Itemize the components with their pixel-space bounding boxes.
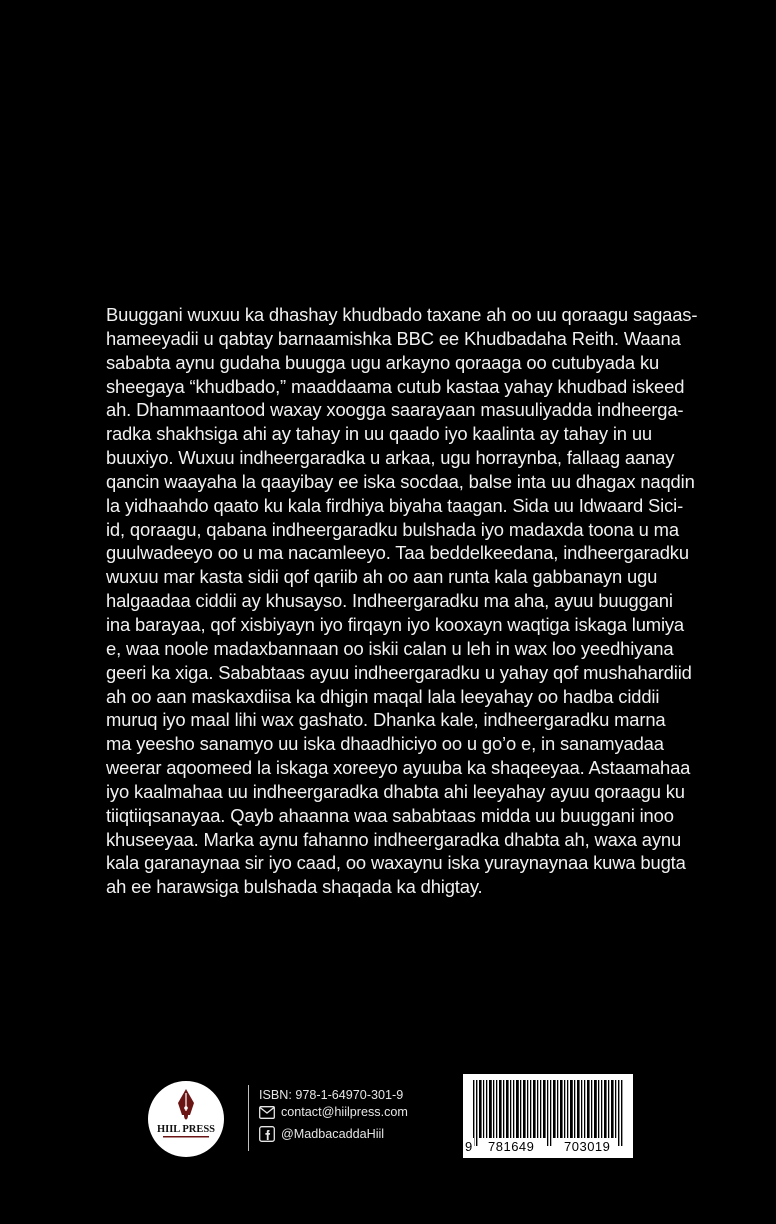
barcode-digit-group: 703019: [564, 1139, 611, 1154]
social-handle-link[interactable]: @MadbacaddaHiil: [281, 1127, 385, 1141]
barcode-bars: [473, 1080, 622, 1146]
barcode-digit-group: 781649: [488, 1139, 535, 1154]
blurb-line: sheegaya “khudbado,” maaddaama cutub kastaa yahay khudbad iskeed: [106, 375, 685, 397]
blurb-line: buuxiyo. Wuxuu indheergaradka u arkaa, ugu horraynba, fallaag aanay: [106, 447, 675, 469]
blurb-line: qancin waayaha la qaayibay ee iska socdaa, balse inta uu dhagax naqdin: [106, 470, 695, 492]
publisher-logo: [148, 1081, 224, 1157]
blurb-line: la yidhaahdo qaato ku kala firdhiya biyaha taagan. Sida uu Idwaard Sici-: [106, 494, 684, 516]
publisher-logo-text: HIIL PRESS: [156, 1124, 216, 1135]
envelope-icon: [259, 1105, 275, 1119]
blurb-line: radka shakhsiga ahi ay tahay in uu qaado iyo kaalinta ay tahay in uu: [106, 423, 652, 445]
blurb-line: weerar aqoomeed la iskaga xoreeyo ayuuba ka shaqeeyaa. Astaamahaa: [106, 757, 691, 779]
blurb-line: kala garanaynaa sir iyo caad, oo waxaynu iska yuraynaynaa kuwa bugta: [106, 852, 686, 874]
logo-underline: [163, 1136, 209, 1138]
facebook-icon: [259, 1127, 275, 1141]
blurb-line: muruq iyo maal lihi wax gashato. Dhanka kale, indheergaradku marna: [106, 709, 666, 731]
blurb-line: halgaadaa ciddii ay khusayso. Indheergaradku ma aha, ayuu buuggani: [106, 590, 673, 612]
blurb-line: guulwadeeyo oo u ma nacamleeyo. Taa beddelkeedana, indheergaradku: [106, 542, 689, 564]
blurb-line: ah oo aan maskaxdiisa ka dhigin maqal lala leeyahay oo hadba ciddii: [106, 685, 660, 707]
blurb-line: iyo kaalmahaa uu indheergaradka dhabta ahi leeyahay ayuu qoraagu ku: [106, 780, 685, 802]
blurb-line: ah. Dhammaantood waxay xoogga saarayaan masuuliyadda indheerga-: [106, 399, 684, 421]
blurb-line: id, qoraagu, qabana indheergaradku bulshada iyo madaxda toona u ma: [106, 518, 679, 540]
blurb-line: Buuggani wuxuu ka dhashay khudbado taxane ah oo uu qoraagu sagaas-: [106, 304, 698, 325]
blurb-line: e, waa noole madaxbannaan oo iskii calan u leh in wax loo yeedhiyana: [106, 637, 674, 659]
blurb-line: khuseeyaa. Marka aynu fahanno indheergaradka dhabta ah, waxa aynu: [106, 828, 682, 850]
quill-nib-icon: [178, 1089, 194, 1120]
back-cover-blurb: [106, 303, 698, 899]
barcode-digits: [463, 1138, 633, 1156]
isbn-text: ISBN: 978-1-64970-301-9: [259, 1088, 404, 1102]
blurb-line: sababta aynu gudaha buugga ugu arkayno qoraaga oo cutubyada ku: [106, 351, 660, 373]
blurb-line: ma yeesho sanamyo uu iska dhaadhiciyo oo u go’o e, in sanamyadaa: [106, 733, 664, 755]
isbn-barcode: [463, 1074, 633, 1158]
email-row: [259, 1102, 408, 1122]
blurb-line: ah ee harawsiga bulshada shaqada ka dhigtay.: [106, 876, 483, 898]
social-row: [259, 1124, 384, 1144]
blurb-line: hameeyadii u qabtay barnaamishka BBC ee Khudbadaha Reith. Waana: [106, 327, 681, 349]
blurb-line: tiiqtiiqsanayaa. Qayb ahaanna waa sababtaas midda uu buuggani inoo: [106, 804, 674, 826]
blurb-line: geeri ka xiga. Sababtaas ayuu indheergaradku u yahay qof mushahardiid: [106, 661, 692, 683]
blurb-line: ina barayaa, qof xisbiyayn iyo firqayn iyo kooxayn waqtiga iskaga lumiya: [106, 613, 685, 635]
blurb-line: wuxuu mar kasta sidii qof qariib ah oo aan runta kala gabbanayn ugu: [106, 566, 658, 588]
info-divider: [248, 1085, 249, 1151]
email-link[interactable]: contact@hiilpress.com: [281, 1105, 408, 1119]
barcode-digit-lead: 9: [465, 1139, 473, 1154]
